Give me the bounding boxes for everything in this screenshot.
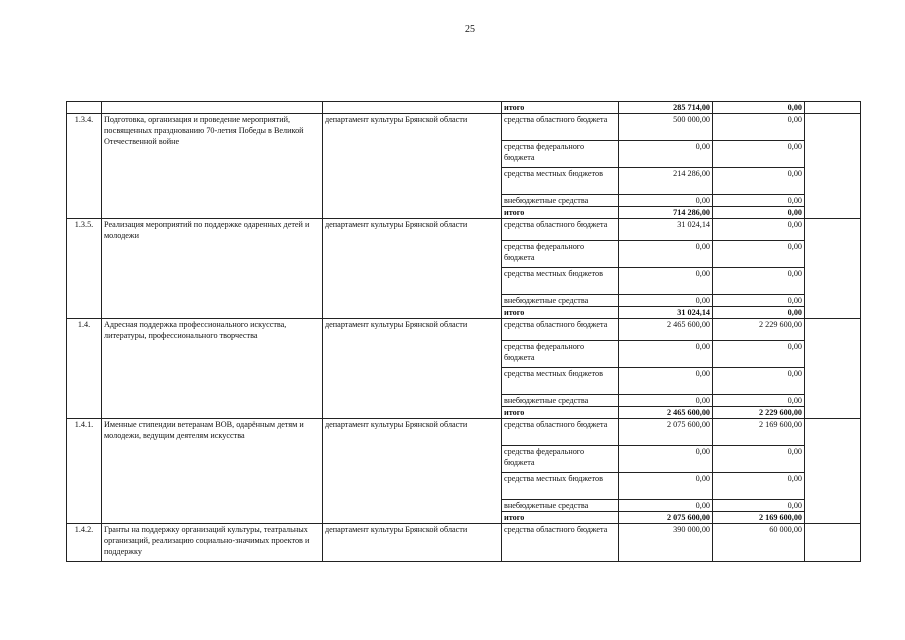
amount-a: 0,00 bbox=[619, 368, 713, 395]
total-amount-a: 2 075 600,00 bbox=[619, 512, 713, 524]
empty-cell bbox=[805, 114, 861, 219]
funding-source: средства областного бюджета bbox=[502, 524, 619, 562]
total-amount-b: 0,00 bbox=[713, 207, 805, 219]
funding-source: средства федерального бюджета bbox=[502, 141, 619, 168]
total-amount-b: 0,00 bbox=[713, 102, 805, 114]
table-row bbox=[67, 102, 861, 114]
empty-cell bbox=[805, 419, 861, 524]
row-number: 1.4. bbox=[67, 319, 102, 419]
row-department: департамент культуры Брянской области bbox=[323, 319, 502, 419]
empty-cell bbox=[323, 102, 502, 114]
amount-a: 0,00 bbox=[619, 500, 713, 512]
empty-cell bbox=[805, 524, 861, 562]
total-amount-a: 2 465 600,00 bbox=[619, 407, 713, 419]
amount-b: 0,00 bbox=[713, 500, 805, 512]
total-label: итого bbox=[502, 307, 619, 319]
amount-a: 31 024,14 bbox=[619, 219, 713, 241]
funding-source: средства местных бюджетов bbox=[502, 268, 619, 295]
funding-source: средства областного бюджета bbox=[502, 419, 619, 446]
row-number: 1.4.1. bbox=[67, 419, 102, 524]
amount-b: 0,00 bbox=[713, 395, 805, 407]
funding-source: средства областного бюджета bbox=[502, 319, 619, 341]
row-department: департамент культуры Брянской области bbox=[323, 419, 502, 524]
amount-a: 0,00 bbox=[619, 141, 713, 168]
table-row bbox=[67, 219, 861, 241]
funding-source: внебюджетные средства bbox=[502, 295, 619, 307]
total-label: итого bbox=[502, 512, 619, 524]
amount-b: 0,00 bbox=[713, 295, 805, 307]
amount-b: 2 229 600,00 bbox=[713, 319, 805, 341]
amount-a: 0,00 bbox=[619, 446, 713, 473]
amount-a: 390 000,00 bbox=[619, 524, 713, 562]
funding-source: средства федерального бюджета bbox=[502, 341, 619, 368]
amount-a: 2 075 600,00 bbox=[619, 419, 713, 446]
funding-source: средства местных бюджетов bbox=[502, 473, 619, 500]
total-label: итого bbox=[502, 207, 619, 219]
total-amount-b: 0,00 bbox=[713, 307, 805, 319]
row-title: Подготовка, организация и проведение мероприятий, посвященных празднованию 70-летия Победы в Великой Отечественной войне bbox=[102, 114, 323, 219]
amount-a: 500 000,00 bbox=[619, 114, 713, 141]
amount-a: 0,00 bbox=[619, 195, 713, 207]
row-title: Адресная поддержка профессионального искусства, литературы, профессионального творчества bbox=[102, 319, 323, 419]
row-number: 1.3.4. bbox=[67, 114, 102, 219]
row-department: департамент культуры Брянской области bbox=[323, 219, 502, 319]
amount-a: 0,00 bbox=[619, 241, 713, 268]
amount-b: 0,00 bbox=[713, 341, 805, 368]
row-department: департамент культуры Брянской области bbox=[323, 524, 502, 562]
empty-cell bbox=[67, 102, 102, 114]
amount-b: 0,00 bbox=[713, 473, 805, 500]
amount-b: 0,00 bbox=[713, 446, 805, 473]
total-amount-a: 31 024,14 bbox=[619, 307, 713, 319]
row-number: 1.4.2. bbox=[67, 524, 102, 562]
amount-a: 214 286,00 bbox=[619, 168, 713, 195]
row-title: Реализация мероприятий по поддержке одаренных детей и молодежи bbox=[102, 219, 323, 319]
empty-cell bbox=[805, 319, 861, 419]
row-department: департамент культуры Брянской области bbox=[323, 114, 502, 219]
amount-b: 0,00 bbox=[713, 268, 805, 295]
empty-cell bbox=[805, 102, 861, 114]
empty-cell bbox=[102, 102, 323, 114]
amount-b: 0,00 bbox=[713, 195, 805, 207]
amount-b: 0,00 bbox=[713, 241, 805, 268]
page-number: 25 bbox=[465, 24, 475, 35]
funding-source: внебюджетные средства bbox=[502, 395, 619, 407]
amount-b: 0,00 bbox=[713, 114, 805, 141]
total-amount-a: 285 714,00 bbox=[619, 102, 713, 114]
total-amount-a: 714 286,00 bbox=[619, 207, 713, 219]
funding-source: средства местных бюджетов bbox=[502, 368, 619, 395]
amount-b: 60 000,00 bbox=[713, 524, 805, 562]
table-row bbox=[67, 419, 861, 446]
total-amount-b: 2 229 600,00 bbox=[713, 407, 805, 419]
funding-source: средства федерального бюджета bbox=[502, 446, 619, 473]
total-label: итого bbox=[502, 407, 619, 419]
amount-a: 0,00 bbox=[619, 268, 713, 295]
amount-a: 2 465 600,00 bbox=[619, 319, 713, 341]
amount-a: 0,00 bbox=[619, 473, 713, 500]
funding-source: внебюджетные средства bbox=[502, 500, 619, 512]
amount-b: 0,00 bbox=[713, 141, 805, 168]
amount-a: 0,00 bbox=[619, 295, 713, 307]
funding-source: средства местных бюджетов bbox=[502, 168, 619, 195]
total-label: итого bbox=[502, 102, 619, 114]
amount-a: 0,00 bbox=[619, 341, 713, 368]
row-title: Гранты на поддержку организаций культуры, театральных организаций, реализацию социально-значимых проектов и поддержку bbox=[102, 524, 323, 562]
budget-table bbox=[66, 101, 861, 562]
table-row bbox=[67, 114, 861, 141]
amount-b: 0,00 bbox=[713, 219, 805, 241]
total-amount-b: 2 169 600,00 bbox=[713, 512, 805, 524]
row-title: Именные стипендии ветеранам ВОВ, одарённым детям и молодежи, ведущим деятелям искусства bbox=[102, 419, 323, 524]
row-number: 1.3.5. bbox=[67, 219, 102, 319]
amount-b: 0,00 bbox=[713, 168, 805, 195]
table-row bbox=[67, 524, 861, 562]
table-row bbox=[67, 319, 861, 341]
funding-source: средства областного бюджета bbox=[502, 219, 619, 241]
funding-source: внебюджетные средства bbox=[502, 195, 619, 207]
table-body bbox=[67, 102, 861, 562]
funding-source: средства федерального бюджета bbox=[502, 241, 619, 268]
empty-cell bbox=[805, 219, 861, 319]
amount-a: 0,00 bbox=[619, 395, 713, 407]
amount-b: 2 169 600,00 bbox=[713, 419, 805, 446]
funding-source: средства областного бюджета bbox=[502, 114, 619, 141]
amount-b: 0,00 bbox=[713, 368, 805, 395]
